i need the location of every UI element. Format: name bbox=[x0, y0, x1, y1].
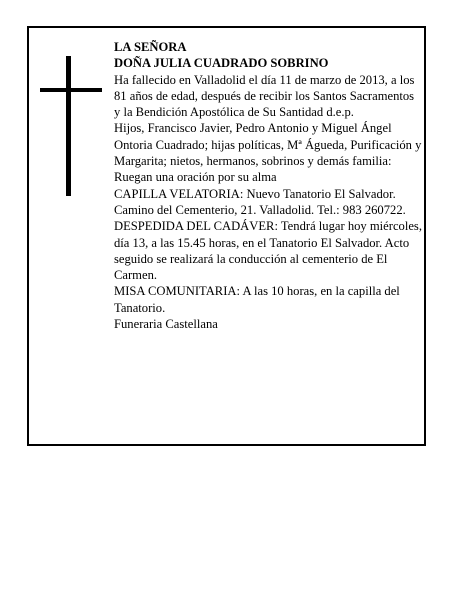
cross-vertical-bar bbox=[66, 56, 71, 196]
prayer-request: Ruegan una oración por su alma bbox=[114, 170, 277, 185]
chapel-info: CAPILLA VELATORIA: Nuevo Tanatorio El Salvador. Camino del Cementerio, 21. Valladolid. Tel.: 983 260722. bbox=[114, 186, 406, 217]
funeral-home: Funeraria Castellana bbox=[114, 317, 218, 332]
deceased-name: DOÑA JULIA CUADRADO SOBRINO bbox=[114, 56, 329, 71]
death-announcement: Ha fallecido en Valladolid el día 11 de marzo de 2013, a los 81 años de edad, después de recibir los Santos Sacramentos y la Bendición Apostólica de Su Santidad d.e.p. bbox=[114, 72, 415, 120]
family-list: Hijos, Francisco Javier, Pedro Antonio y Miguel Ángel Ontoria Cuadrado; hijas políticas, Mª Águeda, Purificación y Margarita; nietos, hermanos, sobrinos y demás familia: bbox=[114, 121, 422, 169]
heading-title: LA SEÑORA bbox=[114, 40, 187, 54]
mass-info: MISA COMUNITARIA: A las 10 horas, en la capilla del Tanatorio. bbox=[114, 284, 400, 315]
cross-icon bbox=[40, 56, 102, 196]
obituary-text bbox=[114, 39, 422, 332]
farewell-info: DESPEDIDA DEL CADÁVER: Tendrá lugar hoy miércoles, día 13, a las 15.45 horas, en el Tanatorio El Salvador. Acto seguido se realizará la conducción al cementerio de El Carmen. bbox=[114, 219, 422, 283]
cross-horizontal-bar bbox=[40, 88, 102, 92]
